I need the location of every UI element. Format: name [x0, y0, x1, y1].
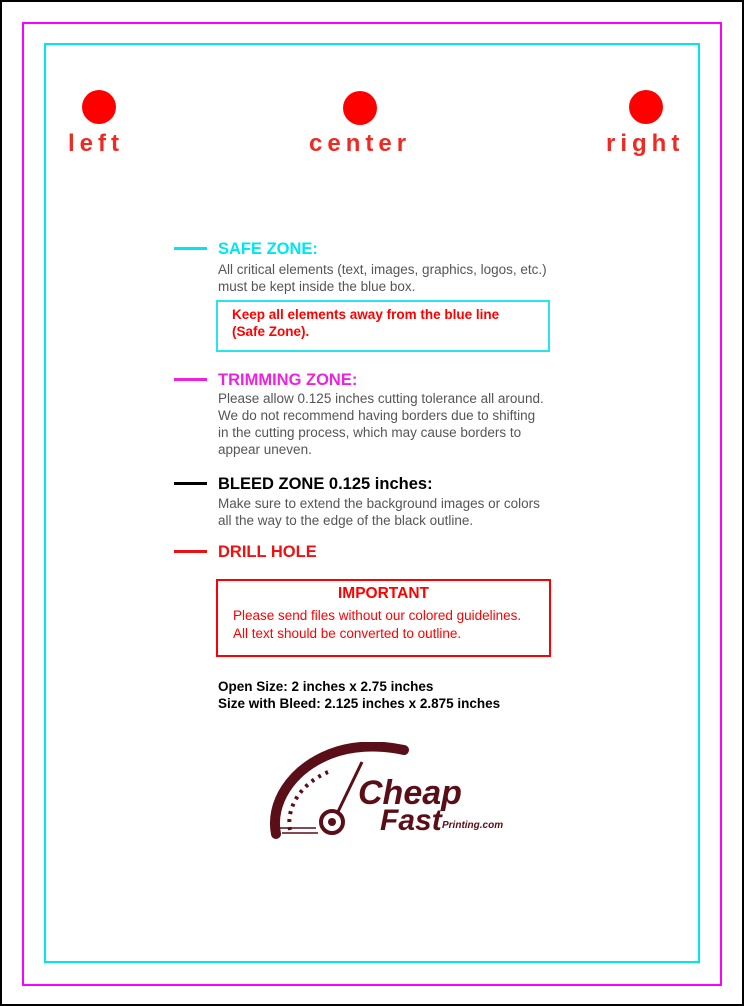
bleed-zone-description: Make sure to extend the background images or colors all the way to the edge of the black outline.: [218, 496, 540, 528]
important-title: IMPORTANT: [338, 585, 429, 602]
safe-zone-title: SAFE ZONE:: [218, 240, 318, 258]
hole-label-left: left: [68, 130, 124, 157]
drill-hole-center: [343, 91, 377, 125]
safe-zone-swatch: [174, 247, 207, 250]
cheap-fast-printing-logo: [268, 742, 508, 842]
logo-word-fast: Fast: [380, 804, 442, 837]
logo-word-cheap: Cheap: [358, 774, 462, 812]
trimming-zone-description: Please allow 0.125 inches cutting tolerance all around. We do not recommend having borders due to shifting in the cutting process, which may cause borders to appear uneven.: [218, 391, 544, 457]
drill-hole-title: DRILL HOLE: [218, 543, 317, 561]
bleed-zone-swatch: [174, 482, 207, 485]
hole-label-center: center: [309, 130, 412, 157]
logo-word-printing: Printing.com: [442, 820, 504, 831]
important-notice-box: [216, 579, 551, 657]
important-text: Please send files without our colored guidelines. All text should be converted to outline.: [233, 608, 522, 641]
drill-hole-swatch: [174, 550, 207, 553]
bleed-zone-title: BLEED ZONE 0.125 inches:: [218, 475, 433, 493]
size-with-bleed: Size with Bleed: 2.125 inches x 2.875 inches: [218, 696, 501, 711]
safe-zone-note-box: [216, 300, 550, 352]
trimming-zone-swatch: [174, 378, 207, 381]
safe-zone-description: All critical elements (text, images, graphics, logos, etc.) must be kept inside the blue box.: [218, 262, 547, 294]
hole-label-right: right: [606, 130, 685, 157]
drill-hole-left: [82, 90, 116, 124]
open-size: Open Size: 2 inches x 2.75 inches: [218, 679, 434, 694]
safe-zone-note: Keep all elements away from the blue line (Safe Zone).: [232, 307, 500, 339]
drill-hole-right: [629, 90, 663, 124]
trimming-zone-title: TRIMMING ZONE:: [218, 371, 358, 389]
